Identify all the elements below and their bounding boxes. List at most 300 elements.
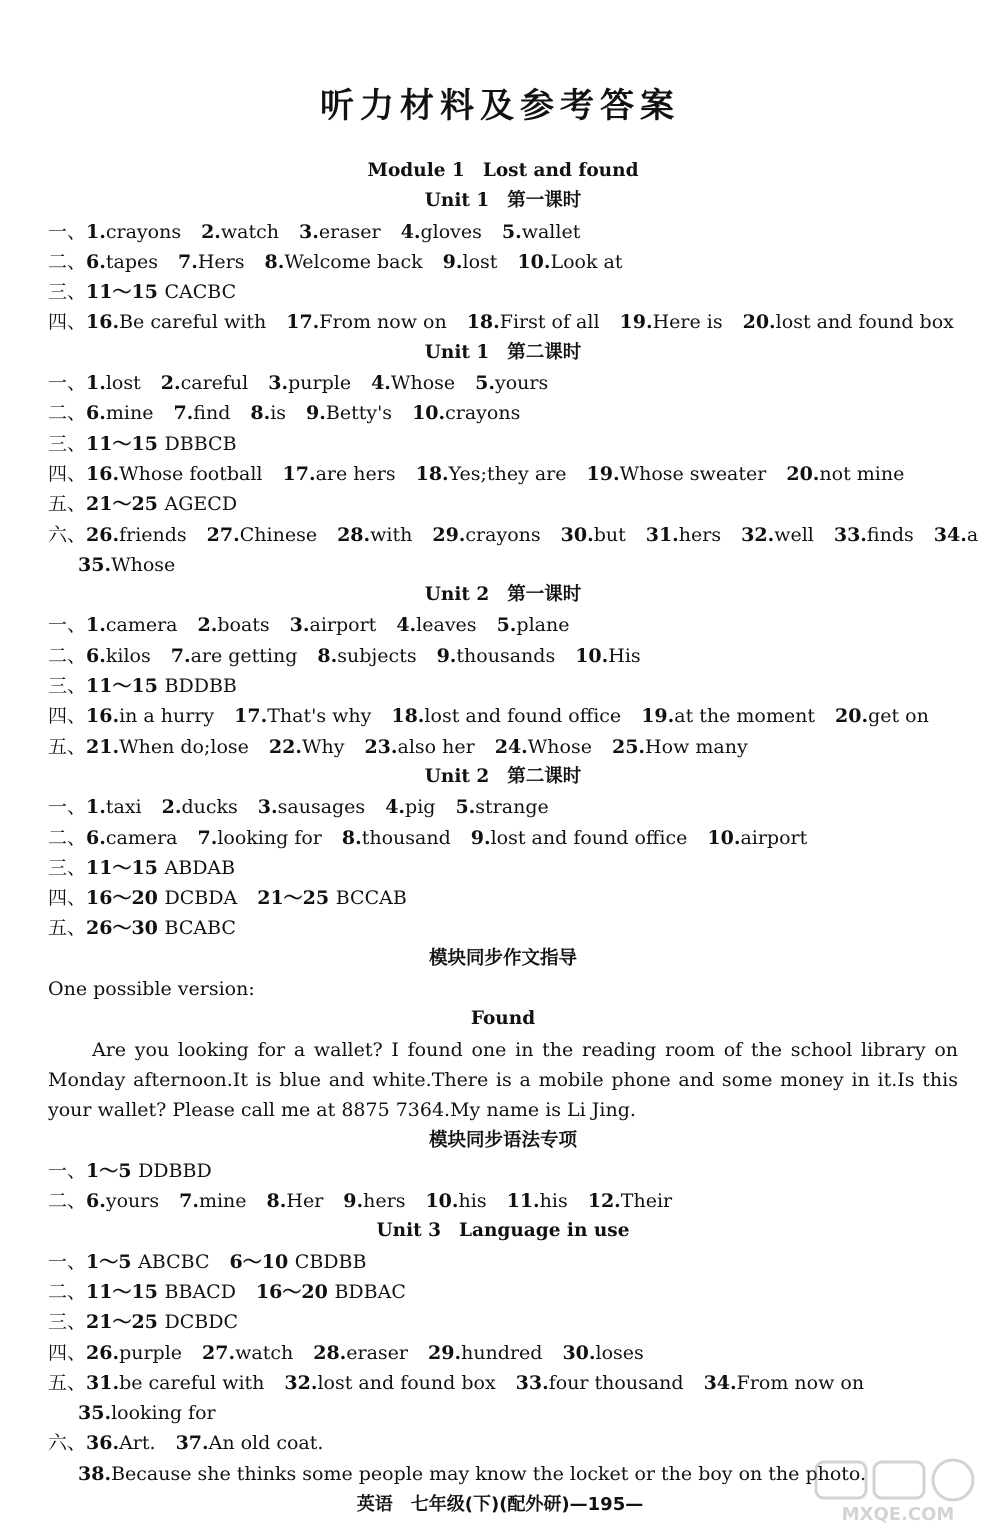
watermark-logo-icon xyxy=(808,1456,988,1526)
answer-text: ducks xyxy=(181,796,238,819)
answer-text: Hers xyxy=(197,250,245,273)
answer-number: 17. xyxy=(234,705,268,728)
answer-item xyxy=(162,796,238,818)
answer-number: 17. xyxy=(282,462,316,485)
answer-number: 10. xyxy=(425,1190,459,1213)
answer-text: BBACD xyxy=(164,1280,236,1303)
answer-text: ABCBC xyxy=(138,1250,210,1273)
answer-number: 16～20 xyxy=(86,887,165,910)
answer-text: crayons xyxy=(445,402,521,425)
answer-number: 29. xyxy=(432,523,466,546)
section-label: 四、 xyxy=(48,462,87,485)
answer-text: Whose xyxy=(390,372,456,395)
answer-line xyxy=(48,277,958,307)
answer-text: find xyxy=(193,402,231,425)
answer-line xyxy=(48,792,958,822)
section-heading xyxy=(48,1004,958,1034)
heading-part: 第二课时 xyxy=(507,765,582,787)
answer-number: 22. xyxy=(268,735,302,758)
answer-item xyxy=(371,372,455,394)
answer-number: 5. xyxy=(455,796,476,819)
section-heading xyxy=(48,1126,958,1156)
answer-text: finds xyxy=(866,523,914,546)
answer-item xyxy=(317,645,416,667)
answer-number: 1. xyxy=(86,614,106,637)
answer-text: leaves xyxy=(416,614,477,637)
section-label: 五、 xyxy=(48,1371,87,1394)
answer-item xyxy=(588,1190,672,1212)
answer-text: loses xyxy=(595,1341,644,1364)
answer-text: purple xyxy=(119,1341,183,1364)
answer-text: Whose xyxy=(527,735,592,758)
answer-line xyxy=(48,823,958,853)
section-label: 四、 xyxy=(48,311,87,334)
answer-line xyxy=(48,1156,958,1186)
answer-item xyxy=(337,524,412,546)
answer-item xyxy=(391,705,621,727)
answer-item xyxy=(86,493,237,515)
answer-text: with xyxy=(370,523,413,546)
answer-text: DCBDA xyxy=(164,887,238,910)
answer-text: DDBBD xyxy=(138,1159,212,1182)
answer-item xyxy=(741,524,814,546)
heading-part: 模块同步语法专项 xyxy=(428,1129,577,1151)
answer-line xyxy=(48,1368,958,1398)
answer-text: yours xyxy=(105,1190,160,1213)
answer-text: are getting xyxy=(190,644,298,667)
answer-number: 8. xyxy=(317,644,338,667)
answer-text: AGECD xyxy=(164,493,238,516)
answer-number: 35. xyxy=(78,1402,112,1425)
answer-item xyxy=(178,251,245,273)
answer-text: but xyxy=(593,523,626,546)
answer-text: is xyxy=(270,402,287,425)
answer-number: 16. xyxy=(86,311,120,334)
heading-part: Unit 1 xyxy=(424,341,490,363)
answer-text: hers xyxy=(678,523,722,546)
answer-text: lost and found office xyxy=(424,705,622,728)
answer-item xyxy=(612,736,748,758)
answer-text: friends xyxy=(119,523,187,546)
answer-number: 26～30 xyxy=(86,917,165,940)
answer-number: 7. xyxy=(173,402,194,425)
answer-item xyxy=(86,736,249,758)
answer-text: yours xyxy=(494,372,549,395)
answer-text: not mine xyxy=(819,462,905,485)
answer-item xyxy=(437,645,556,667)
answer-line xyxy=(48,701,958,731)
answer-item xyxy=(86,281,236,303)
answer-line xyxy=(48,247,958,277)
answer-number: 38. xyxy=(78,1462,112,1485)
answer-text: looking for xyxy=(217,826,322,849)
answer-text: crayons xyxy=(105,220,182,243)
answer-item xyxy=(517,251,622,273)
answer-item xyxy=(86,1190,159,1212)
answer-text: Chinese xyxy=(239,523,318,546)
answer-text: eraser xyxy=(346,1341,409,1364)
section-label: 二、 xyxy=(48,1280,87,1303)
answer-number: 10. xyxy=(517,250,551,273)
answer-item xyxy=(313,1342,408,1364)
answer-number: 20. xyxy=(786,462,820,485)
answer-number: 2. xyxy=(160,372,181,395)
section-label: 六、 xyxy=(48,523,87,546)
answer-number: 29. xyxy=(428,1341,462,1364)
answer-text: at the moment xyxy=(674,705,815,728)
answer-text: in a hurry xyxy=(119,705,215,728)
answer-item xyxy=(78,554,175,576)
answer-text: camera xyxy=(105,826,178,849)
answer-number: 7. xyxy=(197,826,218,849)
answer-text: lost and found box xyxy=(775,311,954,334)
answer-text: be careful with xyxy=(119,1371,265,1394)
answer-line xyxy=(48,1277,958,1307)
answer-number: 11～15 xyxy=(86,281,165,304)
answer-text: Betty's xyxy=(325,402,393,425)
answer-text: lost and found box xyxy=(317,1371,496,1394)
section-label: 二、 xyxy=(48,402,87,425)
answer-item xyxy=(575,645,640,667)
answer-number: 1～5 xyxy=(86,1250,139,1273)
answer-number: 19. xyxy=(586,462,620,485)
answer-number: 24. xyxy=(494,735,528,758)
answer-number: 6. xyxy=(86,644,106,667)
answer-item xyxy=(171,645,298,667)
answer-number: 11～15 xyxy=(86,1280,165,1303)
section-label: 三、 xyxy=(48,281,87,304)
answer-number: 25. xyxy=(611,735,646,758)
answer-text: camera xyxy=(105,614,178,637)
answer-text: lost and found office xyxy=(490,826,688,849)
section-heading xyxy=(48,580,958,610)
answer-number: 7. xyxy=(179,1190,199,1213)
section-label: 五、 xyxy=(48,493,87,516)
answer-number: 6. xyxy=(86,1190,106,1213)
answer-item xyxy=(290,614,377,636)
answer-item xyxy=(86,887,237,909)
answer-text: How many xyxy=(645,735,748,758)
answer-text: well xyxy=(774,523,814,546)
answer-text: Her xyxy=(286,1190,324,1213)
section-label: 一、 xyxy=(48,1250,87,1273)
answer-item xyxy=(475,372,548,394)
answer-number: 21～25 xyxy=(257,887,336,910)
answer-text: An old coat. xyxy=(208,1432,324,1455)
section-heading xyxy=(48,944,958,974)
answer-item xyxy=(86,917,236,939)
heading-part: Unit 3 xyxy=(376,1220,441,1242)
answer-number: 1～5 xyxy=(86,1159,139,1182)
answer-number: 12. xyxy=(587,1190,621,1213)
answer-item xyxy=(471,827,688,849)
section-heading xyxy=(48,1216,958,1246)
answer-number: 31. xyxy=(645,523,679,546)
answer-line xyxy=(48,641,958,671)
section-label: 一、 xyxy=(48,372,87,395)
answer-text: his xyxy=(458,1190,487,1213)
answer-text: taxi xyxy=(105,796,142,819)
answer-line xyxy=(48,307,958,337)
answer-text: watch xyxy=(235,1341,294,1364)
answer-text: strange xyxy=(475,796,549,819)
answer-number: 36. xyxy=(86,1432,120,1455)
answer-number: 8. xyxy=(341,826,362,849)
answer-text: pig xyxy=(405,796,436,819)
answer-item xyxy=(502,221,580,243)
answer-text: gloves xyxy=(420,220,482,243)
answer-number: 4. xyxy=(400,220,421,243)
answer-number: 11. xyxy=(506,1190,540,1213)
answer-number: 1. xyxy=(86,796,106,819)
answer-item xyxy=(86,1251,210,1273)
answer-text: hundred xyxy=(461,1341,543,1364)
answer-item xyxy=(364,736,474,758)
section-label: 四、 xyxy=(48,1341,87,1364)
heading-part: Module 1 xyxy=(367,160,465,181)
answer-number: 4. xyxy=(371,372,391,395)
answer-item xyxy=(707,827,807,849)
answer-number: 4. xyxy=(385,796,406,819)
answer-item xyxy=(250,402,286,424)
answer-text: When do;lose xyxy=(119,735,249,758)
answer-item xyxy=(257,887,407,909)
answer-item xyxy=(267,1190,324,1212)
answer-text: CACBC xyxy=(164,281,237,304)
answer-number: 2. xyxy=(197,614,218,637)
heading-part: Found xyxy=(470,1008,536,1030)
answer-text: kilos xyxy=(105,644,151,667)
answer-text: get on xyxy=(868,705,929,728)
answer-item xyxy=(86,857,235,879)
answer-item xyxy=(86,433,237,455)
answer-item xyxy=(86,1372,264,1394)
answer-text: boats xyxy=(217,614,270,637)
answer-text: crayons xyxy=(465,523,541,546)
answer-item xyxy=(86,311,266,333)
answer-number: 9. xyxy=(343,1190,364,1213)
answer-item xyxy=(86,796,142,818)
answer-item xyxy=(173,402,230,424)
answer-text: hers xyxy=(363,1190,406,1213)
answer-number: 23. xyxy=(364,735,398,758)
answer-line xyxy=(48,550,958,580)
answer-number: 18. xyxy=(415,462,449,485)
answer-item xyxy=(198,614,270,636)
answer-text: Whose xyxy=(111,553,176,576)
answer-line xyxy=(48,368,958,398)
answer-item xyxy=(495,736,592,758)
answer-number: 5. xyxy=(475,372,495,395)
answer-text: CBDBB xyxy=(294,1250,367,1273)
answer-item xyxy=(743,311,954,333)
answer-number: 32. xyxy=(741,523,775,546)
answer-item xyxy=(198,827,322,849)
answer-item xyxy=(179,1190,246,1212)
answer-line xyxy=(48,883,958,913)
answer-text: airport xyxy=(309,614,377,637)
section-label: 六、 xyxy=(48,1432,87,1455)
heading-part: 第二课时 xyxy=(507,341,582,363)
answer-item xyxy=(834,524,914,546)
answer-item xyxy=(86,645,151,667)
answer-line xyxy=(48,913,958,943)
answer-text: wallet xyxy=(521,220,581,243)
answer-item xyxy=(86,614,177,636)
answer-item xyxy=(256,1281,406,1303)
heading-part: Language in use xyxy=(458,1220,630,1242)
answer-number: 21～25 xyxy=(86,493,165,516)
answer-item xyxy=(641,705,815,727)
answer-number: 18. xyxy=(466,311,500,334)
answer-number: 6. xyxy=(86,402,106,425)
answer-text: BCCAB xyxy=(335,887,407,910)
answer-number: 1. xyxy=(86,372,106,395)
answer-number: 28. xyxy=(337,523,371,546)
section-label: 一、 xyxy=(48,796,87,819)
answer-text: Why xyxy=(301,735,345,758)
answer-number: 19. xyxy=(641,705,675,728)
answer-text: lost xyxy=(462,250,498,273)
answer-text: sausages xyxy=(277,796,366,819)
section-label: 二、 xyxy=(48,250,87,273)
answer-item xyxy=(343,1190,405,1212)
answer-text: a xyxy=(966,523,979,546)
answer-text: Look at xyxy=(550,250,623,273)
answer-text: Yes;they are xyxy=(448,462,567,485)
answer-item xyxy=(86,221,181,243)
answer-item xyxy=(202,1342,293,1364)
answer-item xyxy=(416,463,567,485)
page-title: 听力材料及参考答案 xyxy=(320,86,680,126)
answer-text: watch xyxy=(220,220,280,243)
section-heading xyxy=(48,186,958,216)
answer-item xyxy=(396,614,476,636)
answer-number: 6～10 xyxy=(229,1250,295,1273)
answer-text: ABDAB xyxy=(164,856,236,879)
answer-item xyxy=(161,372,249,394)
answer-item xyxy=(401,221,482,243)
answer-number: 34. xyxy=(703,1371,737,1394)
answer-item xyxy=(934,524,978,546)
answer-item xyxy=(86,1160,212,1182)
answer-line xyxy=(48,429,958,459)
answer-number: 27. xyxy=(206,523,240,546)
answer-number: 2. xyxy=(161,796,182,819)
answer-number: 34. xyxy=(933,523,967,546)
answer-text: Whose sweater xyxy=(619,462,767,485)
answer-number: 11～15 xyxy=(86,675,165,698)
answer-text: mine xyxy=(105,402,154,425)
essay-paragraph: Are you looking for a wallet? I found one in the reading room of the school library on Monday afternoon.It is blue and white.There is a mobile phone and some money in it.Is this your wallet? Please call me at 8875 7364.My name is Li Jing. xyxy=(48,1038,958,1122)
answer-number: 18. xyxy=(391,705,425,728)
heading-part: 第一课时 xyxy=(507,190,582,212)
heading-part: 第一课时 xyxy=(507,584,582,606)
answer-number: 9. xyxy=(470,826,491,849)
answer-number: 5. xyxy=(501,220,522,243)
answer-number: 8. xyxy=(264,250,285,273)
answer-item xyxy=(86,675,237,697)
answer-text: lost xyxy=(105,372,141,395)
answer-text: also her xyxy=(397,735,475,758)
answer-item xyxy=(562,1342,643,1364)
answer-number: 32. xyxy=(284,1371,318,1394)
answer-line xyxy=(48,1247,958,1277)
answer-item xyxy=(425,1190,486,1212)
answer-text: Their xyxy=(620,1190,673,1213)
answer-item xyxy=(207,524,317,546)
answer-line xyxy=(48,610,958,640)
answer-number: 26. xyxy=(86,523,120,546)
answer-text: Because she thinks some people may know the locket or the boy on the photo. xyxy=(111,1462,867,1485)
answer-item xyxy=(704,1372,864,1394)
answer-number: 10. xyxy=(412,402,446,425)
answer-text: subjects xyxy=(337,644,417,667)
answer-number: 7. xyxy=(170,644,191,667)
answer-item xyxy=(835,705,929,727)
answer-item xyxy=(786,463,904,485)
answer-line xyxy=(48,1428,958,1458)
answer-item xyxy=(412,402,520,424)
answer-item xyxy=(269,736,345,758)
answer-item xyxy=(234,705,371,727)
answer-item xyxy=(86,251,158,273)
answer-text: BCABC xyxy=(164,917,236,940)
answer-number: 28. xyxy=(313,1341,347,1364)
answer-number: 3. xyxy=(268,372,289,395)
answer-number: 7. xyxy=(177,250,198,273)
answer-line xyxy=(48,520,979,550)
page-footer: 英语 七年级(下)(配外研)—195— xyxy=(356,1494,644,1515)
answer-item xyxy=(299,221,381,243)
answer-number: 16. xyxy=(86,462,120,485)
answer-item xyxy=(258,796,365,818)
answer-number: 31. xyxy=(86,1371,120,1394)
heading-part: Unit 1 xyxy=(424,190,490,212)
answer-item xyxy=(268,372,351,394)
answer-text: airport xyxy=(740,826,808,849)
svg-text:MXQE.COM: MXQE.COM xyxy=(841,1504,955,1525)
answer-item xyxy=(230,1251,367,1273)
answer-number: 27. xyxy=(202,1341,236,1364)
answer-item xyxy=(428,1342,542,1364)
answer-item xyxy=(283,463,396,485)
answer-number: 6. xyxy=(86,250,106,273)
answer-text: are hers xyxy=(315,462,396,485)
answer-number: 10. xyxy=(575,644,609,667)
section-label: 四、 xyxy=(48,705,87,728)
answer-number: 16～20 xyxy=(255,1280,335,1303)
answer-number: 30. xyxy=(560,523,594,546)
answer-line xyxy=(48,1307,958,1337)
answer-number: 16. xyxy=(86,705,120,728)
answer-line xyxy=(48,732,958,762)
answer-number: 8. xyxy=(266,1190,287,1213)
answer-item xyxy=(264,251,422,273)
answer-text: DCBDC xyxy=(164,1311,239,1334)
answer-text: BDBAC xyxy=(334,1280,406,1303)
answer-text: plane xyxy=(516,614,570,637)
section-label: 二、 xyxy=(48,1190,87,1213)
answer-item xyxy=(455,796,548,818)
answer-item xyxy=(507,1190,568,1212)
section-heading xyxy=(48,338,958,368)
answer-line xyxy=(48,459,958,489)
answer-line xyxy=(48,489,958,519)
answer-item xyxy=(646,524,721,546)
answer-item xyxy=(284,1372,495,1394)
answer-line xyxy=(48,217,958,247)
